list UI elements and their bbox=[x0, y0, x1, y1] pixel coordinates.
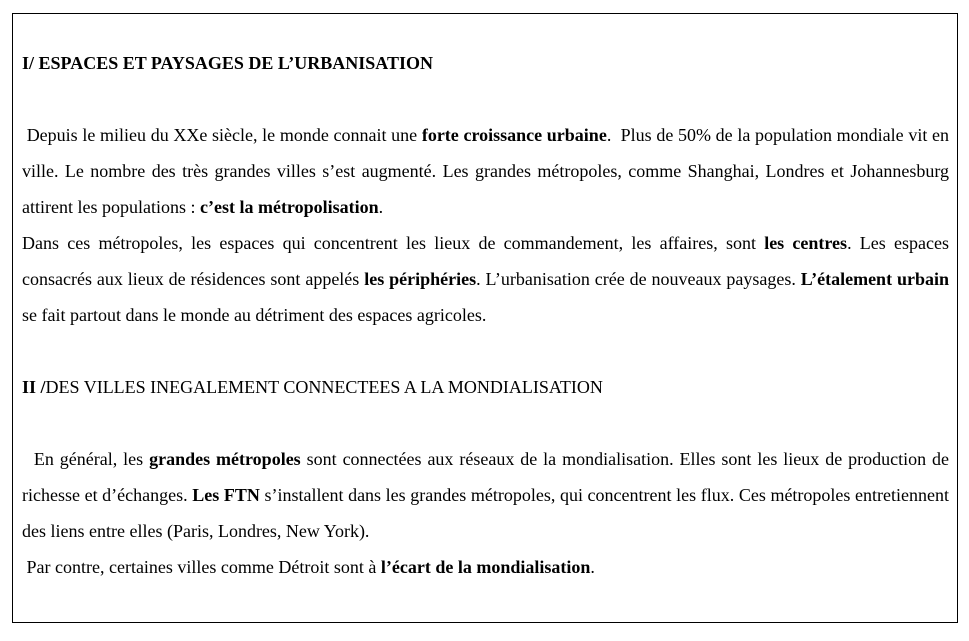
document-frame bbox=[12, 13, 958, 623]
document-content bbox=[22, 45, 954, 585]
text-run: . Les espaces consacrés aux lieux de résidences sont appelés bbox=[22, 233, 949, 289]
text-run: Depuis le milieu du XXe siècle, le monde connait une bbox=[22, 125, 422, 145]
section2-heading bbox=[22, 369, 949, 405]
section1-heading-number: I/ bbox=[22, 53, 35, 73]
text-run: En général, les bbox=[22, 449, 150, 469]
text-run: . bbox=[590, 557, 595, 577]
section1-paragraph-1 bbox=[22, 117, 954, 225]
text-run: se fait partout dans le monde au détriment des espaces agricoles. bbox=[22, 305, 487, 325]
text-run: . bbox=[378, 197, 384, 217]
spacer bbox=[22, 405, 949, 441]
spacer bbox=[22, 81, 949, 117]
bold-term: Les FTN bbox=[192, 485, 260, 505]
bold-term: les périphéries bbox=[364, 269, 477, 289]
text-run: Dans ces métropoles, les espaces qui concentrent les lieux de commandement, les affaires, sont bbox=[22, 233, 765, 253]
section1-heading-text: ESPACES ET PAYSAGES DE L’URBANISATION bbox=[38, 53, 433, 73]
section2-heading-number: II / bbox=[22, 377, 46, 397]
bold-term: L’étalement urbain bbox=[800, 269, 949, 289]
spacer bbox=[22, 333, 949, 369]
text-run: . L’urbanisation crée de nouveaux paysages. bbox=[476, 269, 801, 289]
section1-paragraph-2 bbox=[22, 225, 949, 333]
section2-heading-text: DES VILLES INEGALEMENT CONNECTEES A LA MONDIALISATION bbox=[45, 377, 603, 397]
bold-term: c’est la métropolisation bbox=[199, 197, 379, 217]
bold-term: grandes métropoles bbox=[149, 449, 301, 469]
text-run: s’installent dans les grandes métropoles, qui concentrent les flux. Ces métropoles entretiennent des liens entre elles (Paris, Londres, New York). bbox=[22, 485, 954, 541]
text-run: sont connectées aux réseaux de la mondialisation. Elles sont les lieux de production de richesse et d’échanges. bbox=[22, 449, 954, 505]
text-run: Par contre, certaines villes comme Détroit sont à bbox=[22, 557, 381, 577]
section2-paragraph-1 bbox=[22, 441, 954, 549]
text-run: . Plus de 50% de la population mondiale vit en ville. Le nombre des très grandes villes s’est augmenté. Les grandes métropoles, comme Shanghai, Londres et Johannesburg attirent les populations : bbox=[22, 125, 954, 217]
section2-paragraph-2 bbox=[22, 549, 949, 585]
section1-heading bbox=[22, 45, 949, 81]
bold-term: les centres bbox=[764, 233, 848, 253]
bold-term: l’écart de la mondialisation bbox=[380, 557, 591, 577]
bold-term: forte croissance urbaine bbox=[421, 125, 607, 145]
